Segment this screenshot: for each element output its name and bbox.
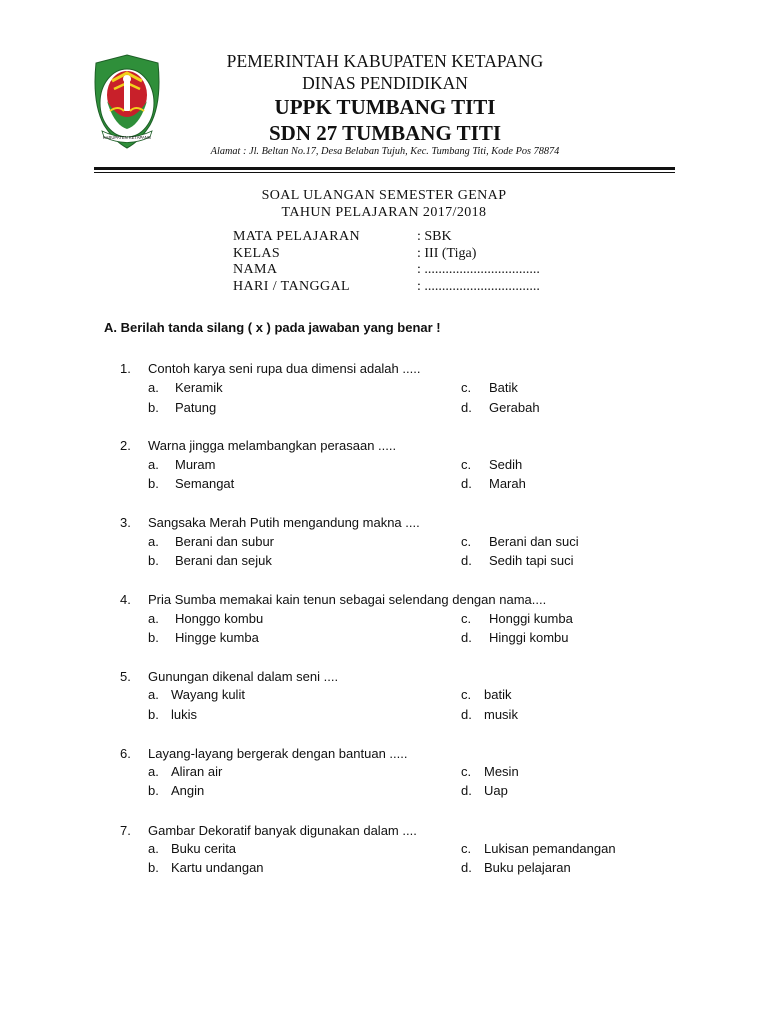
identity-value: : III (Tiga) (417, 245, 477, 261)
option-letter-c: c. (461, 764, 472, 779)
letterhead (168, 50, 602, 146)
student-identity-block (233, 229, 573, 295)
option-letter-a: a. (148, 687, 159, 702)
question-text: Sangsaka Merah Putih mengandung makna .... (148, 515, 420, 530)
option-letter-b: b. (148, 707, 159, 722)
option-letter-a: a. (148, 764, 159, 779)
question-number: 1. (120, 361, 131, 376)
option-b[interactable]: Angin (171, 783, 205, 798)
option-letter-a: a. (148, 380, 159, 395)
option-letter-d: d. (461, 860, 472, 875)
exam-year: TAHUN PELAJARAN 2017/2018 (281, 205, 487, 220)
option-letter-a: a. (148, 457, 159, 472)
option-a[interactable]: Buku cerita (171, 841, 237, 856)
option-d[interactable]: Uap (484, 783, 508, 798)
option-a[interactable]: Honggo kombu (175, 611, 264, 626)
option-letter-d: d. (461, 553, 472, 568)
option-letter-b: b. (148, 400, 159, 415)
option-letter-d: d. (461, 783, 472, 798)
option-a[interactable]: Muram (175, 457, 216, 472)
option-c[interactable]: Batik (489, 380, 518, 395)
question-number: 3. (120, 515, 131, 530)
option-c[interactable]: Berani dan suci (489, 534, 579, 549)
letterhead-school: SDN 27 TUMBANG TITI (268, 121, 502, 145)
identity-row (233, 246, 573, 263)
identity-label: MATA PELAJARAN (233, 229, 360, 244)
option-letter-a: a. (148, 611, 159, 626)
option-b[interactable]: Berani dan sejuk (175, 553, 272, 568)
question-text: Gambar Dekoratif banyak digunakan dalam .... (148, 823, 417, 838)
identity-value: : ................................. (417, 262, 540, 277)
letterhead-department: DINAS PENDIDIKAN (302, 73, 468, 93)
option-a[interactable]: Berani dan subur (175, 534, 275, 549)
option-c[interactable]: Mesin (484, 764, 519, 779)
option-c[interactable]: Sedih (489, 457, 523, 472)
letterhead-divider-thick (94, 167, 675, 170)
option-d[interactable]: Sedih tapi suci (489, 553, 574, 568)
question-text: Contoh karya seni rupa dua dimensi adalah ..... (148, 361, 421, 376)
question-text: Layang-layang bergerak dengan bantuan ..... (148, 746, 408, 761)
option-d[interactable]: Marah (489, 476, 526, 491)
identity-label: KELAS (233, 245, 281, 261)
question-text: Warna jingga melambangkan perasaan ..... (148, 438, 397, 453)
letterhead-government: PEMERINTAH KABUPATEN KETAPANG (226, 51, 544, 71)
identity-value: : SBK (417, 229, 452, 244)
exam-title: SOAL ULANGAN SEMESTER GENAP (261, 188, 507, 203)
option-letter-d: d. (461, 707, 472, 722)
option-letter-d: d. (461, 476, 472, 491)
option-letter-b: b. (148, 553, 159, 568)
letterhead-uppk: UPPK TUMBANG TITI (274, 95, 496, 119)
option-letter-b: b. (148, 783, 159, 798)
question-number: 5. (120, 669, 131, 684)
option-letter-d: d. (461, 630, 472, 645)
option-letter-b: b. (148, 630, 159, 645)
question-number: 6. (120, 746, 131, 761)
identity-value: : ................................. (417, 278, 540, 294)
question-number: 7. (120, 823, 131, 838)
option-letter-b: b. (148, 860, 159, 875)
option-letter-c: c. (461, 841, 472, 856)
option-b[interactable]: Patung (175, 400, 217, 415)
section-a-instruction: A. Berilah tanda silang ( x ) pada jawaban yang benar ! (104, 320, 441, 335)
option-d[interactable]: Hinggi kombu (489, 630, 569, 645)
letterhead-divider-thin (94, 172, 675, 173)
option-letter-a: a. (148, 841, 159, 856)
svg-text:KABUPATEN KETAPANG: KABUPATEN KETAPANG (102, 135, 152, 140)
regency-emblem-logo (90, 53, 164, 151)
question-number: 4. (120, 592, 131, 607)
option-d[interactable]: Gerabah (489, 400, 540, 415)
option-d[interactable]: Buku pelajaran (484, 860, 571, 875)
option-c[interactable]: Honggi kumba (489, 611, 573, 626)
option-a[interactable]: Wayang kulit (171, 687, 245, 702)
option-b[interactable]: Semangat (175, 476, 235, 491)
question-text: Pria Sumba memakai kain tenun sebagai selendang dengan nama.... (148, 592, 547, 607)
option-letter-c: c. (461, 380, 472, 395)
option-a[interactable]: Keramik (175, 380, 223, 395)
option-c[interactable]: batik (484, 687, 512, 702)
identity-row (233, 229, 573, 246)
identity-label: NAMA (233, 262, 278, 277)
option-a[interactable]: Aliran air (171, 764, 223, 779)
option-c[interactable]: Lukisan pemandangan (484, 841, 616, 856)
letterhead-address: Alamat : Jl. Beltan No.17, Desa Belaban Tujuh, Kec. Tumbang Titi, Kode Pos 78874 (210, 146, 560, 157)
question-text: Gunungan dikenal dalam seni .... (148, 669, 339, 684)
option-letter-a: a. (148, 534, 159, 549)
identity-row (233, 262, 573, 279)
option-letter-c: c. (461, 611, 472, 626)
option-letter-c: c. (461, 687, 472, 702)
option-d[interactable]: musik (484, 707, 518, 722)
option-b[interactable]: Hingge kumba (175, 630, 259, 645)
option-b[interactable]: Kartu undangan (171, 860, 264, 875)
identity-label: HARI / TANGGAL (233, 278, 350, 294)
question-number: 2. (120, 438, 131, 453)
option-letter-c: c. (461, 457, 472, 472)
option-b[interactable]: lukis (171, 707, 198, 722)
option-letter-c: c. (461, 534, 472, 549)
option-letter-d: d. (461, 400, 472, 415)
option-letter-b: b. (148, 476, 159, 491)
identity-row (233, 279, 573, 296)
